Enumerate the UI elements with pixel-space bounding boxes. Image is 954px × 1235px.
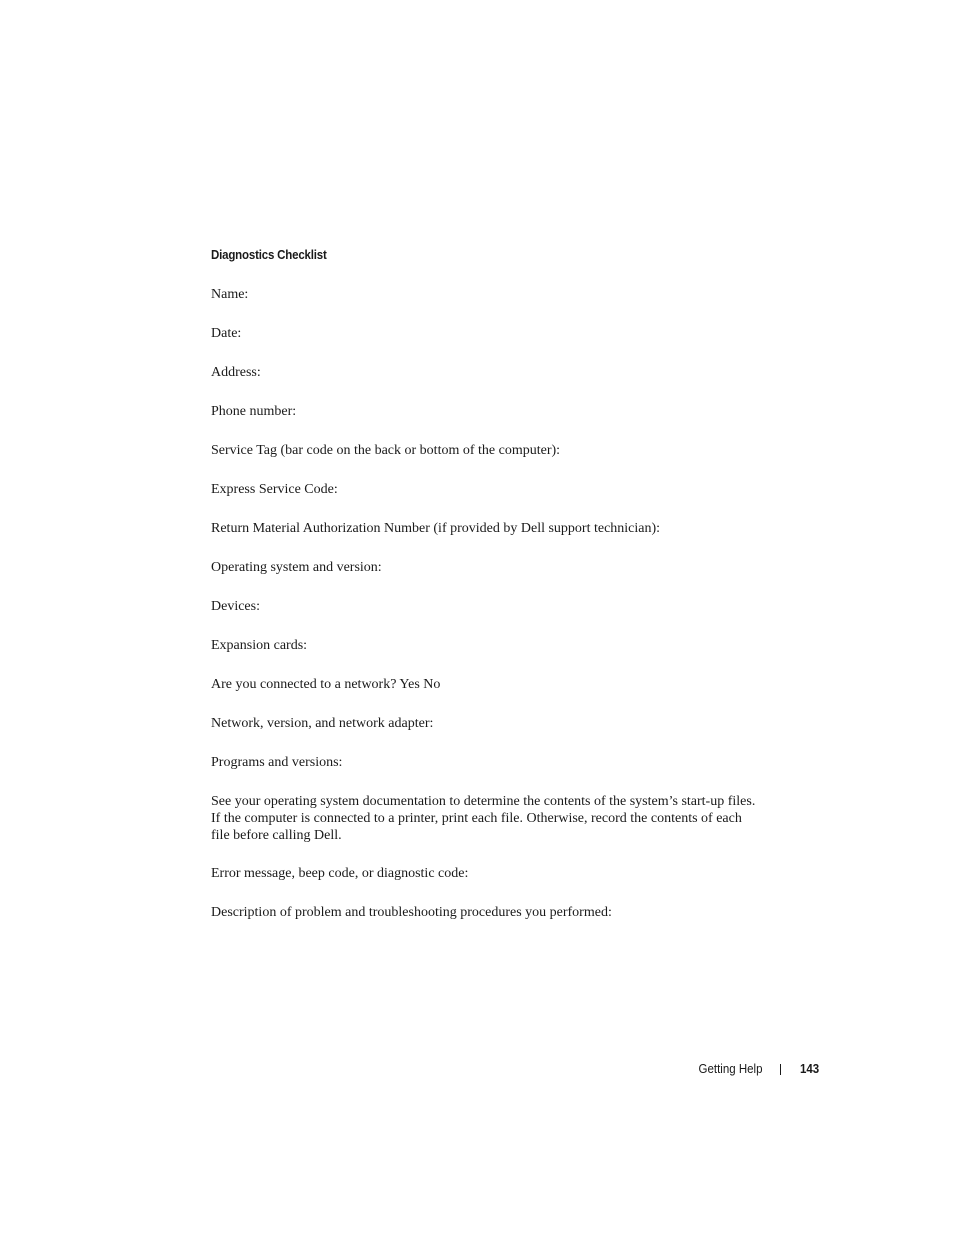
field-express-service-code: Express Service Code: <box>211 482 338 497</box>
field-expansion-cards: Expansion cards: <box>211 638 308 653</box>
page-number: 143 <box>800 1062 820 1076</box>
footer-divider <box>780 1064 781 1075</box>
field-date: Date: <box>211 326 242 341</box>
field-address: Address: <box>211 365 261 380</box>
field-devices: Devices: <box>211 599 260 614</box>
field-problem-description: Description of problem and troubleshooting procedures you performed: <box>211 905 612 920</box>
field-operating-system: Operating system and version: <box>211 560 382 575</box>
footer-section-title: Getting Help <box>698 1062 763 1076</box>
field-rma-number: Return Material Authorization Number (if provided by Dell support technician): <box>211 521 661 536</box>
page-title: Diagnostics Checklist <box>211 248 327 262</box>
field-phone-number: Phone number: <box>211 404 297 419</box>
field-network-connected: Are you connected to a network? Yes No <box>211 677 441 692</box>
checklist-content <box>211 247 771 943</box>
field-network-version: Network, version, and network adapter: <box>211 716 434 731</box>
field-name: Name: <box>211 287 249 302</box>
startup-files-instructions: See your operating system documentation to determine the contents of the system’s start-up files. If the computer is connected to a printer, print each file. Otherwise, record the contents of each file before calling Dell. <box>211 794 756 843</box>
field-service-tag: Service Tag (bar code on the back or bottom of the computer): <box>211 443 561 458</box>
field-error-message: Error message, beep code, or diagnostic code: <box>211 866 469 881</box>
field-programs-versions: Programs and versions: <box>211 755 343 770</box>
page-footer <box>693 1061 821 1078</box>
